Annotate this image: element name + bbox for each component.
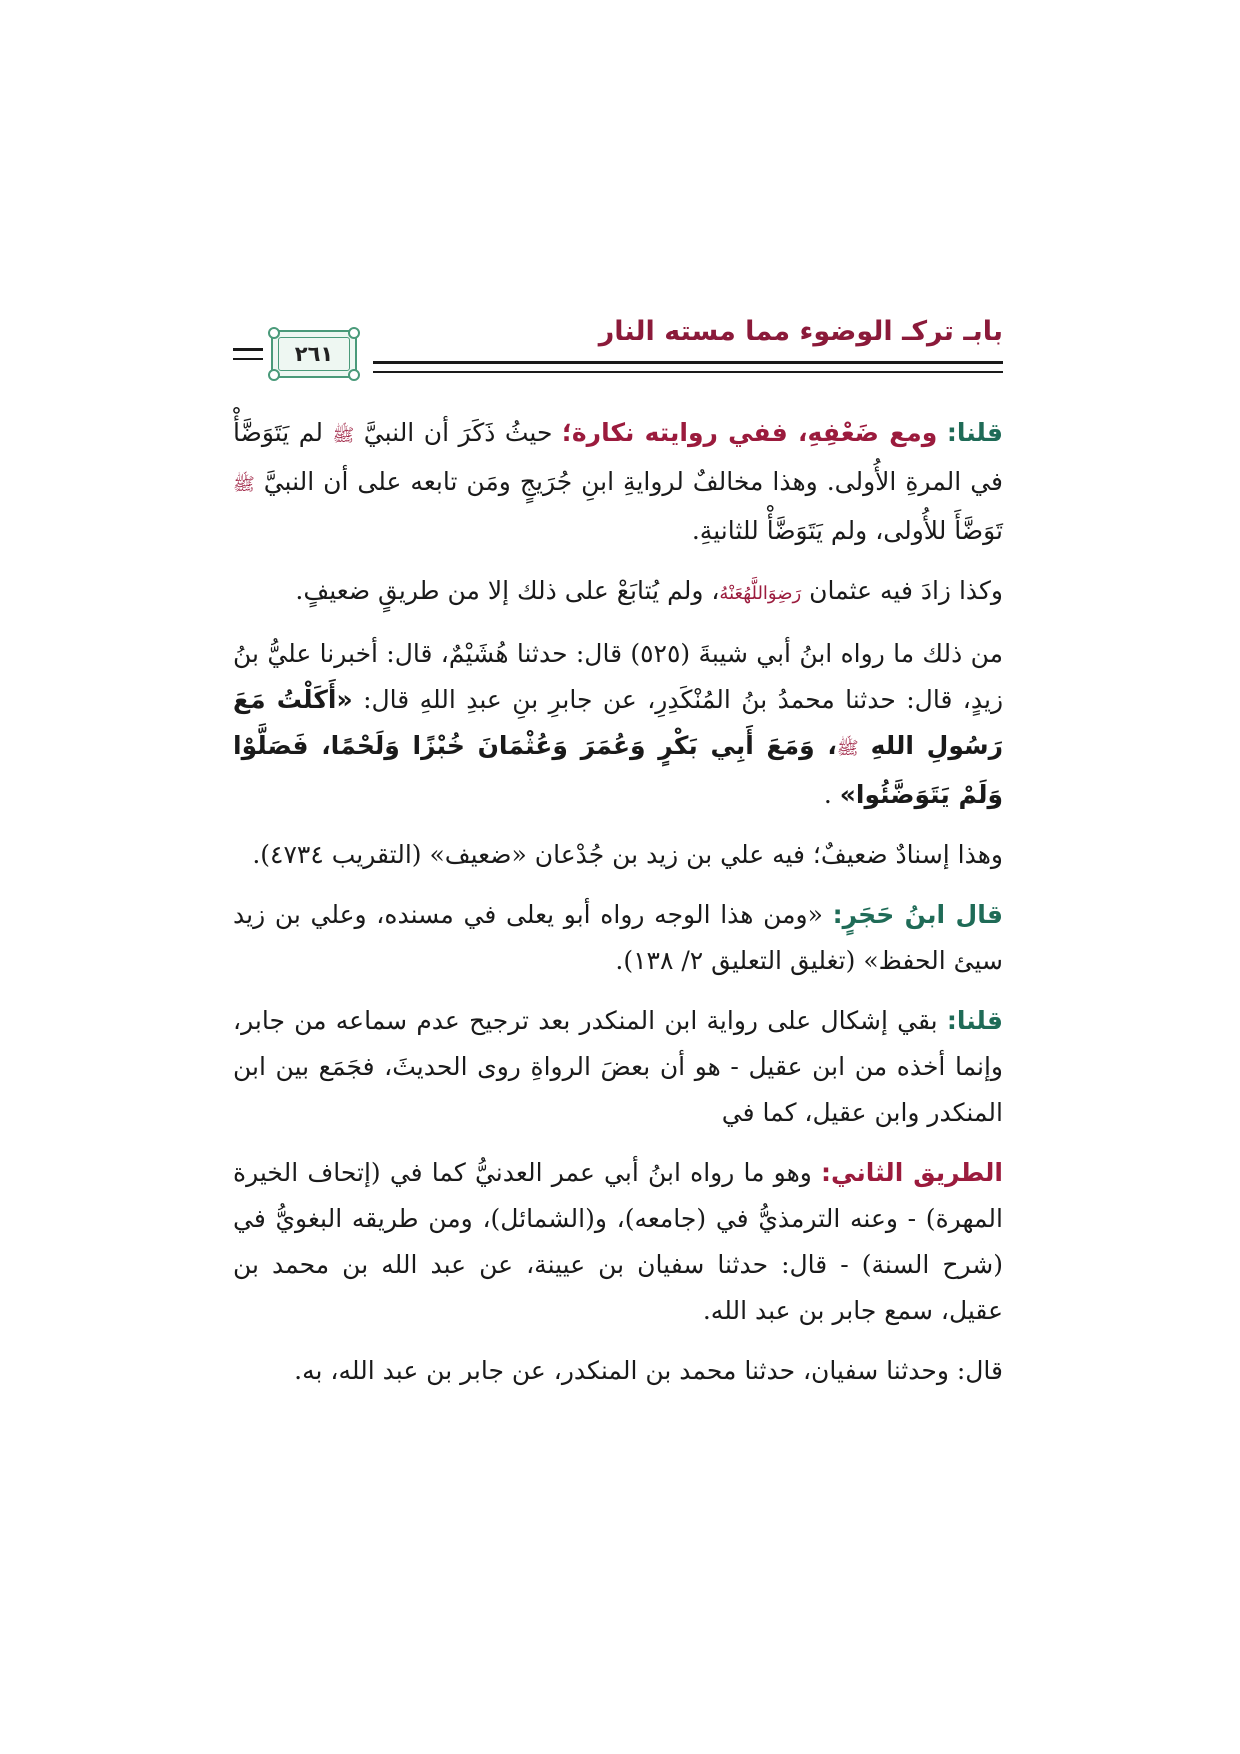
paragraph-8 xyxy=(233,1348,1003,1394)
salla-honorific-icon: ﷺ xyxy=(836,738,859,759)
page-header xyxy=(233,316,1003,396)
paragraph-2 xyxy=(233,568,1003,617)
paragraph-text: تَوَضَّأَ للأُولى، ولم يَتَوَضَّأْ للثانيةِ. xyxy=(691,516,1003,545)
radiya-honorific-icon: رَضِوَاللَّهُعَنْهُ xyxy=(719,583,802,604)
page-number: ٢٦١ xyxy=(278,337,350,371)
label-ibn-hajar: قال ابنُ حَجَرٍ: xyxy=(832,900,1003,929)
hadith-text: ، وَمَعَ أَبِي بَكْرٍ وَعُمَرَ وَعُثْمَانَ خُبْزًا وَلَحْمًا، فَصَلَّوْا وَلَمْ يَتَوَضَّئُوا» xyxy=(233,731,1003,809)
label-second-path: الطريق الثاني: xyxy=(821,1158,1003,1187)
header-rule-right-bottom xyxy=(373,371,1003,373)
paragraph-text: وكذا زادَ فيه عثمان xyxy=(809,576,1003,605)
paragraph-text: بقي إشكال على رواية ابن المنكدر بعد ترجيح عدم سماعه من جابر، وإنما أخذه من ابن عقيل - هو أن بعضَ الرواةِ روى الحديثَ، فجَمَع بين ابن المنكدر وابن عقيل، كما في xyxy=(233,1006,1003,1127)
page-number-badge xyxy=(271,330,357,378)
header-rule-right-top xyxy=(373,361,1003,364)
paragraph-text: . xyxy=(823,780,832,809)
paragraph-1 xyxy=(233,410,1003,554)
paragraph-6 xyxy=(233,998,1003,1136)
paragraph-4 xyxy=(233,832,1003,878)
paragraph-7 xyxy=(233,1150,1003,1334)
header-rule-left-bottom xyxy=(233,358,263,360)
paragraph-text: وهو ما رواه ابنُ أبي عمر العدنيُّ كما في (إتحاف الخيرة المهرة) - وعنه الترمذيُّ في (جامعه)، و(الشمائل)، ومن طريقه البغويُّ في (شرح السنة) - قال: حدثنا سفيان بن عيينة، عن عبد الله بن محمد بن عقيل، سمع جابر بن عبد الله. xyxy=(233,1158,1003,1325)
paragraph-3 xyxy=(233,631,1003,818)
paragraph-text: قال: وحدثنا سفيان، حدثنا محمد بن المنكدر، عن جابر بن عبد الله، به. xyxy=(294,1356,1003,1385)
paragraph-text: حيثُ ذَكَرَ أن النبيَّ xyxy=(363,418,553,447)
paragraph-text: «ومن هذا الوجه رواه أبو يعلى في مسنده، وعلي بن زيد سيئ الحفظ» (تغليق التعليق ٢/ ١٣٨). xyxy=(233,900,1003,975)
header-rule-left-top xyxy=(233,348,263,351)
highlight-text: ومع ضَعْفِهِ، ففي روايته نكارة؛ xyxy=(561,418,938,447)
label-qulna: قلنا: xyxy=(946,1006,1004,1035)
salla-honorific-icon: ﷺ xyxy=(233,474,255,495)
paragraph-text: وهذا إسنادٌ ضعيفٌ؛ فيه علي بن زيد بن جُدْعان «ضعيف» (التقريب ٤٧٣٤). xyxy=(252,840,1003,869)
ornament-icon xyxy=(348,327,360,339)
paragraph-text: ، ولم يُتابَعْ على ذلك إلا من طريقٍ ضعيفٍ. xyxy=(295,576,720,605)
label-qulna: قلنا: xyxy=(946,418,1003,447)
ornament-icon xyxy=(268,369,280,381)
paragraph-text: لم يَتَوَضَّأْ في المرةِ الأُولى. وهذا مخالفٌ لروايةِ ابنِ جُرَيجٍ ومَن تابعه على أن النبيَّ xyxy=(233,418,1003,496)
page-body xyxy=(233,410,1003,1400)
salla-honorific-icon: ﷺ xyxy=(332,425,355,446)
hadith-text: «أَكَلْتُ مَعَ رَسُولِ اللهِ xyxy=(233,685,1003,760)
paragraph-text: من ذلك ما رواه ابنُ أبي شيبةَ (٥٢٥) قال: حدثنا هُشَيْمٌ، قال: أخبرنا عليُّ بنُ زيدٍ، قال: حدثنا محمدُ بنُ المُنْكَدِرِ، عن جابرِ بنِ عبدِ اللهِ قال: xyxy=(233,639,1004,714)
ornament-icon xyxy=(348,369,360,381)
chapter-title: بابـ تركـ الوضوء مما مسته النار xyxy=(598,316,1003,347)
paragraph-5 xyxy=(233,892,1003,984)
